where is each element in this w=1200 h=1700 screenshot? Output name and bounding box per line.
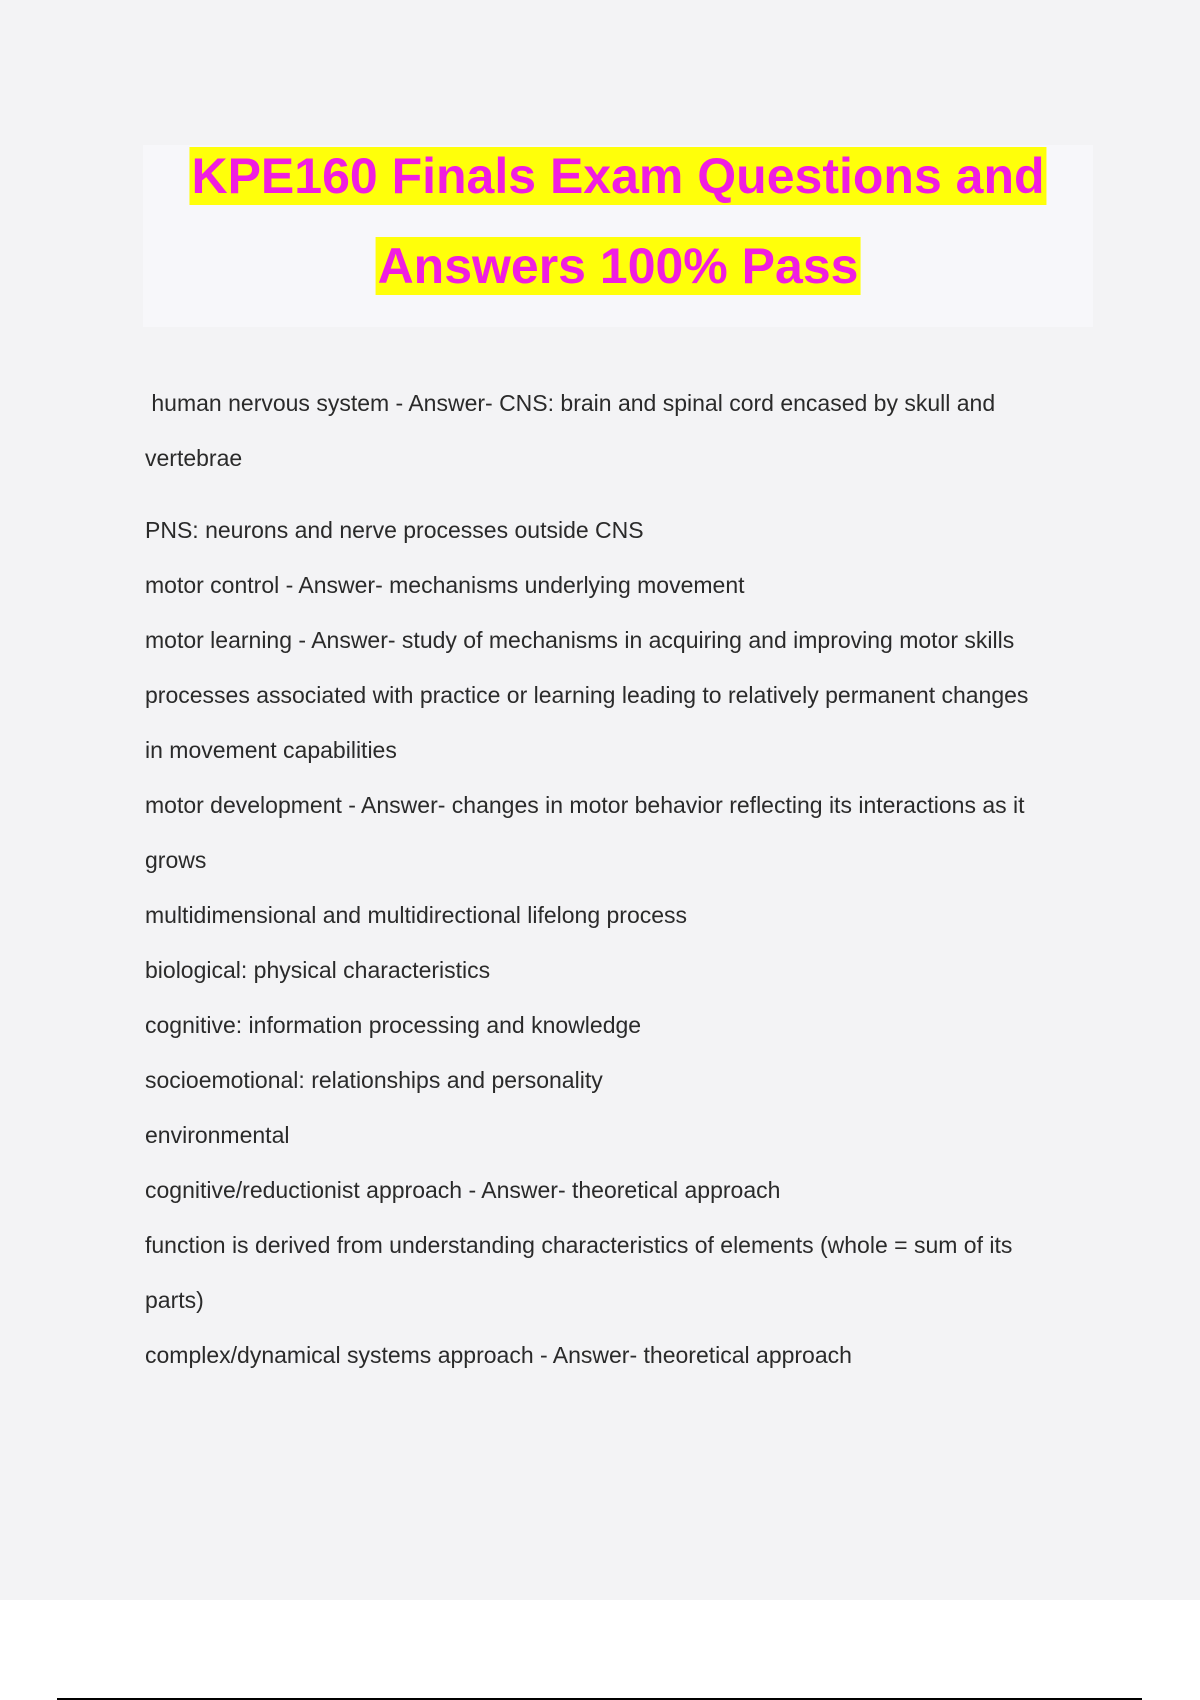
text-line: multidimensional and multidirectional lifelong process — [145, 902, 688, 928]
text-line: parts) — [145, 1287, 204, 1313]
text-line: socioemotional: relationships and personality — [145, 1067, 603, 1093]
document-body — [145, 376, 1095, 1383]
text-line: cognitive/reductionist approach - Answer- theoretical approach — [145, 1177, 781, 1203]
document-title-line-2: Answers 100% Pass — [377, 238, 859, 294]
title-block — [143, 145, 1093, 327]
text-line: motor control - Answer- mechanisms underlying movement — [145, 572, 745, 598]
text-line: environmental — [145, 1122, 290, 1148]
text-line: motor learning - Answer- study of mechanisms in acquiring and improving motor skills — [145, 627, 1015, 653]
text-line: complex/dynamical systems approach - Answer- theoretical approach — [145, 1342, 852, 1368]
text-line: in movement capabilities — [145, 737, 397, 763]
text-line: biological: physical characteristics — [145, 957, 491, 983]
text-line: cognitive: information processing and knowledge — [145, 1012, 642, 1038]
text-line: function is derived from understanding characteristics of elements (whole = sum of its — [145, 1232, 1013, 1258]
text-line: PNS: neurons and nerve processes outside CNS — [145, 517, 644, 543]
document-title-line-1: KPE160 Finals Exam Questions and — [191, 148, 1045, 204]
text-line: human nervous system - Answer- CNS: brain and spinal cord encased by skull and — [145, 390, 996, 416]
text-line: motor development - Answer- changes in motor behavior reflecting its interactions as it — [145, 792, 1025, 818]
text-line: vertebrae — [145, 445, 243, 471]
text-line: processes associated with practice or learning leading to relatively permanent changes — [145, 682, 1029, 708]
text-line: grows — [145, 847, 207, 873]
